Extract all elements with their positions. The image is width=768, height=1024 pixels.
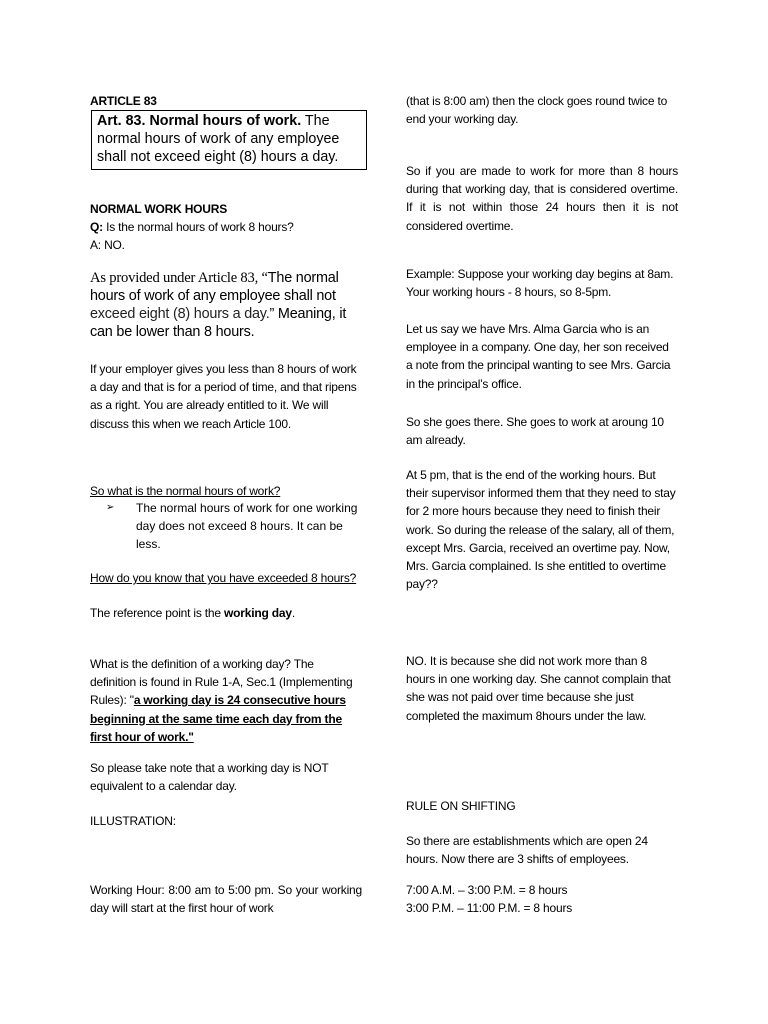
prov-quote-1: The normal hours of work of any employee shall not xyxy=(90,270,339,304)
question-line xyxy=(90,218,362,236)
prov-quote-2: exceed eight (8) hours a day. xyxy=(90,306,270,322)
article-quote-box xyxy=(91,110,367,170)
q-exceeded: How do you know that you have exceeded 8 hours? xyxy=(90,571,357,585)
continuation-paragraph: (that is 8:00 am) then the clock goes round twice to end your working day. xyxy=(406,94,668,127)
def-quote: a working day is 24 consecutive hours beginning at the same time each day from the first hour of work." xyxy=(90,693,346,744)
definition-paragraph xyxy=(90,655,362,746)
goes-paragraph: So she goes there. She goes to work at aroung 10 am already. xyxy=(406,415,664,448)
answer-line: A: NO. xyxy=(90,238,125,252)
def-lead: What is the definition of a working day? The definition is found in Rule 1-A, Sec.1 (Implementing Rules): " xyxy=(90,657,353,708)
ref-bold: working day xyxy=(224,606,292,620)
shift-2: 3:00 P.M. – 11:00 P.M. = 8 hours xyxy=(406,901,573,915)
para-less-hours: If your employer gives you less than 8 hours of work a day and that is for a period of time, and that ripens as a right. You are already entitled to it. We will discuss this when we reach Article 100. xyxy=(90,362,357,431)
answer-paragraph: NO. It is because she did not work more than 8 hours in one working day. She cannot complain that she was not paid over time because she just completed the maximum 8hours under the law. xyxy=(406,654,671,723)
bullet-text: The normal hours of work for one working day does not exceed 8 hours. It can be less. xyxy=(136,501,358,552)
five-pm-paragraph: At 5 pm, that is the end of the working hours. But their supervisor informed them that they need to stay for 2 more hours because they need to finish their work. So during the release of the salary, all of them, except Mrs. Garcia, received an overtime pay. Now, Mrs. Garcia complained. Is she entitled to overtime pay?? xyxy=(406,468,676,592)
arrow-bullet-icon: ➢ xyxy=(106,502,115,513)
provision-paragraph xyxy=(90,269,362,341)
q-normal-hours: So what is the normal hours of work? xyxy=(90,484,281,498)
section-heading: NORMAL WORK HOURS xyxy=(90,202,228,216)
article-heading: ARTICLE 83 xyxy=(90,94,157,108)
prov-lead: As provided under Article 83, “ xyxy=(90,270,268,286)
illustration-heading: ILLUSTRATION: xyxy=(90,814,176,828)
prov-tail: ” Meaning, it can be lower than 8 hours. xyxy=(90,306,347,340)
garcia-paragraph: Let us say we have Mrs. Alma Garcia who is an employee in a company. One day, her son received a note from the principal wanting to see Mrs. Garcia in the principal’s office. xyxy=(406,322,671,391)
ref-end: . xyxy=(291,606,295,620)
rule-heading: RULE ON SHIFTING xyxy=(406,799,516,813)
shifts-intro: So there are establishments which are open 24 hours. Now there are 3 shifts of employees. xyxy=(406,834,648,867)
box-title: Art. 83. Normal hours of work. xyxy=(97,113,302,129)
overtime-paragraph: So if you are made to work for more than 8 hours during that working day, that is considered overtime. If it is not within those 24 hours then it is not considered overtime. xyxy=(406,164,678,233)
q-text: Is the normal hours of work 8 hours? xyxy=(102,220,294,234)
calendar-note: So please take note that a working day is NOT equivalent to a calendar day. xyxy=(90,761,329,794)
shift-1: 7:00 A.M. – 3:00 P.M. = 8 hours xyxy=(406,883,568,897)
ref-lead: The reference point is the xyxy=(90,606,225,620)
reference-point xyxy=(90,604,362,622)
working-hour-paragraph: Working Hour: 8:00 am to 5:00 pm. So your working day will start at the first hour of work xyxy=(90,883,362,916)
box-text: The normal hours of work of any employee shall not exceed eight (8) hours a day. xyxy=(97,113,340,165)
q-label: Q: xyxy=(90,220,103,234)
example-paragraph: Example: Suppose your working day begins at 8am. Your working hours - 8 hours, so 8-5pm. xyxy=(406,267,674,300)
